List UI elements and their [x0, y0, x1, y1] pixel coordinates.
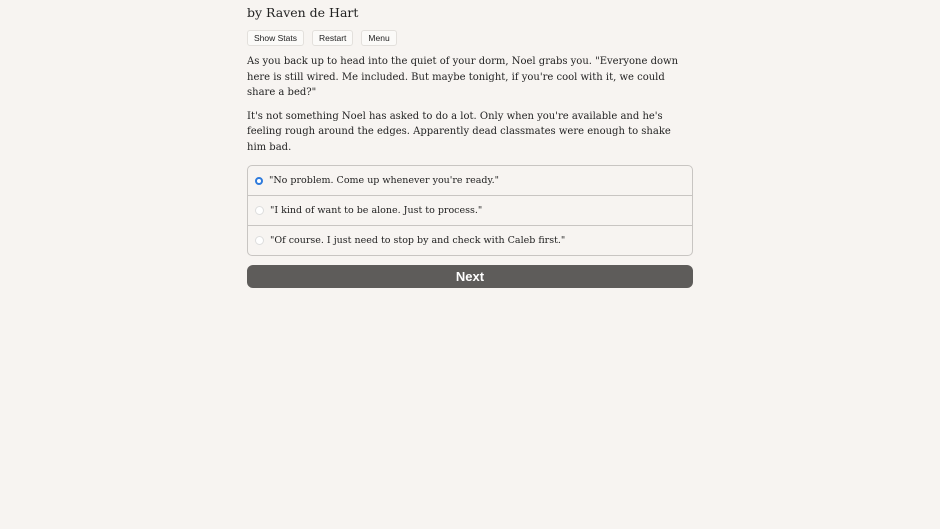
restart-button[interactable]: Restart [312, 30, 353, 46]
radio-selected[interactable] [255, 177, 263, 185]
next-button[interactable]: Next [247, 265, 693, 288]
story-paragraph: It's not something Noel has asked to do a lot. Only when you're available and he's feeling rough around the edges. Apparently dead classmates were enough to shake him bad. [247, 110, 671, 153]
choice-option[interactable] [248, 195, 692, 225]
radio-unselected[interactable] [255, 236, 264, 245]
radio-unselected[interactable] [255, 206, 264, 215]
show-stats-button[interactable]: Show Stats [247, 30, 304, 46]
toolbar [247, 30, 693, 46]
story-paragraph: As you back up to head into the quiet of your dorm, Noel grabs you. "Everyone down here is still wired. Me included. But maybe tonight, if you're cool with it, we could share a bed?" [247, 56, 679, 98]
choice-list [247, 165, 693, 256]
menu-button[interactable]: Menu [361, 30, 396, 46]
choice-label: "I kind of want to be alone. Just to process." [270, 205, 483, 216]
author-byline: by Raven de Hart [247, 5, 359, 20]
choice-option[interactable] [248, 225, 692, 255]
story-container [247, 0, 693, 288]
choice-label: "Of course. I just need to stop by and check with Caleb first." [270, 235, 566, 246]
choice-option[interactable] [248, 166, 692, 195]
choice-label: "No problem. Come up whenever you're ready." [269, 175, 499, 186]
